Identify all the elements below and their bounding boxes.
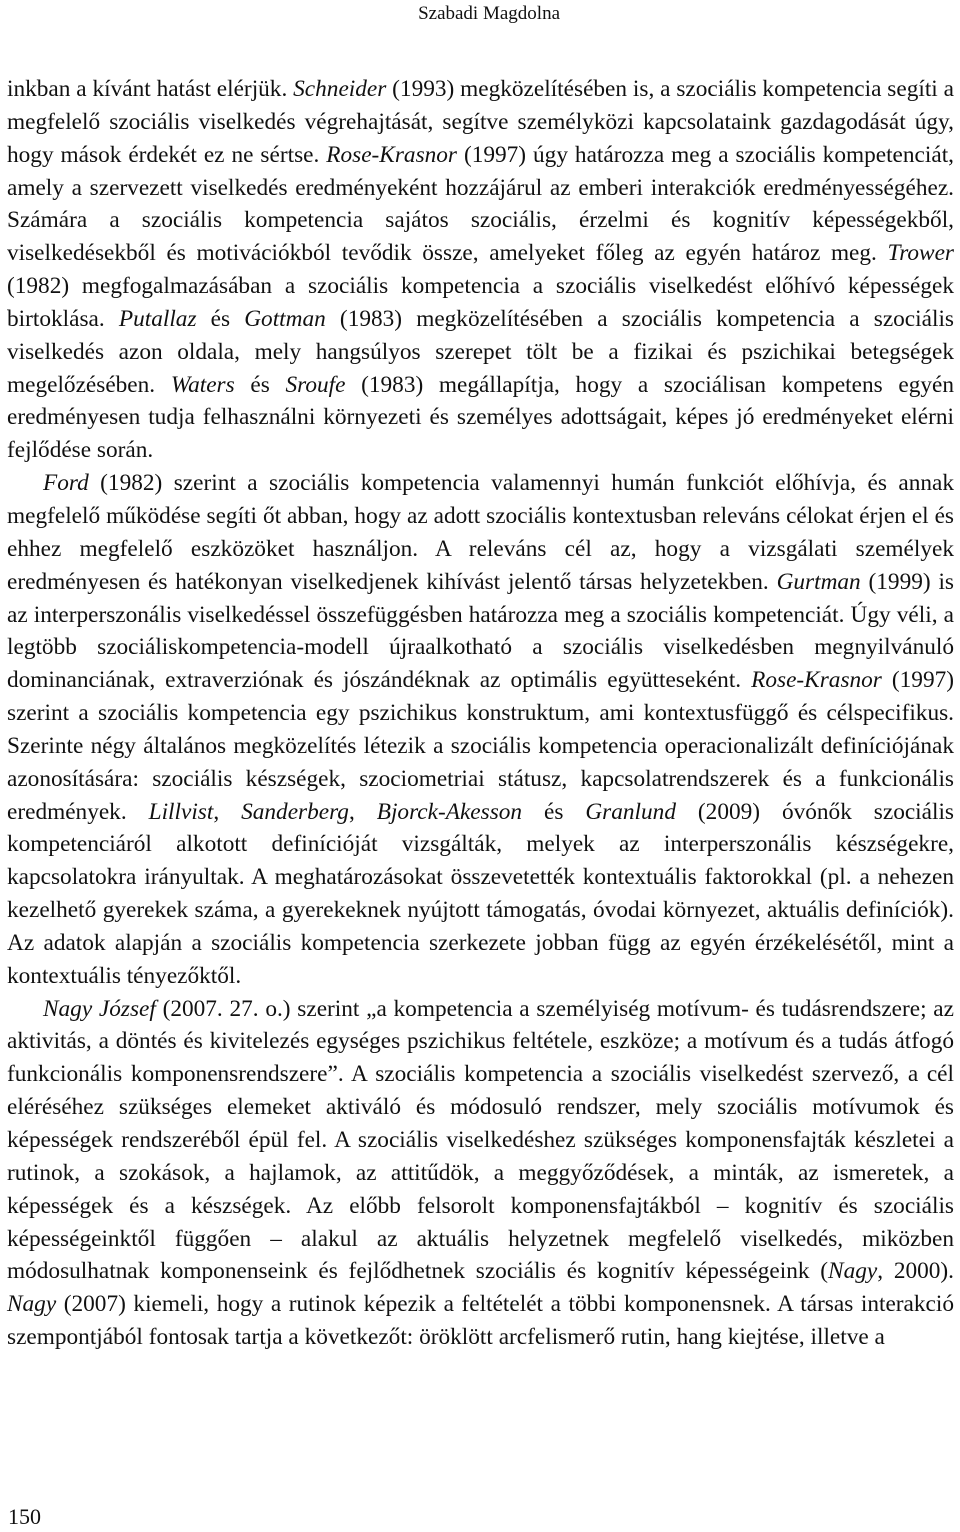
cited-author: Nagy József — [43, 995, 156, 1022]
cited-author: Nagy — [7, 1291, 57, 1318]
cited-author: Ford — [43, 470, 89, 497]
cited-author: Lillvist — [148, 798, 214, 825]
cited-author: Sanderberg — [241, 798, 349, 825]
text-run: (1997) szerint a szociális kompetencia egy pszichikus konstruktum, ami kontextusfüggő és célspecifikus. Szerinte négy általános megközelítés létezik a szociális kompetencia operacionalizált definíciójának azonosítására: szociális készségek, szociometriai státusz, kapcsolatrendszerek és a funkcionális eredmények. — [7, 667, 954, 825]
text-run: és — [196, 305, 245, 332]
cited-author: Rose-Krasnor — [326, 141, 457, 168]
page-number: 150 — [8, 1504, 41, 1529]
cited-author: Gurtman — [776, 568, 861, 595]
paragraph — [7, 993, 954, 1354]
running-header: Szabadi Magdolna — [418, 3, 560, 24]
text-run: inkban a kívánt hatást elérjük. — [7, 76, 294, 102]
text-run: , — [348, 798, 377, 825]
cited-author: Sroufe — [285, 371, 346, 398]
body-text — [7, 73, 954, 1354]
text-run: (2007) kiemeli, hogy a rutinok képezik a feltételét a többi komponensnek. A társas interakció szempontjából fontosak tartja a következőt: öröklött arcfelismerő rutin, hang kiejtése, illetve a — [7, 1291, 954, 1351]
cited-author: Rose-Krasnor — [751, 667, 882, 694]
cited-author: Putallaz — [118, 305, 197, 332]
cited-author: Bjorck-Akesson — [376, 798, 523, 825]
text-run: és — [522, 798, 586, 825]
text-run: és — [234, 371, 286, 398]
cited-author: Trower — [887, 240, 954, 267]
cited-author: Gottman — [244, 305, 326, 332]
paragraph — [7, 467, 954, 993]
text-run: (1999) is az interperszonális viselkedéssel összefüggésben határozza meg a szociális kompetenciát. Úgy véli, a legtöbb szociáliskompetencia-modell újraalkotható a szociális viselkedésben megnyilvánuló dominanciának, extraverziónak és jószándéknak az optimális együtteseként. — [7, 568, 954, 694]
text-run: (1982) megfogalmazásában a szociális kompetencia a szociális viselkedést előhívó képességek birtoklása. — [7, 273, 954, 332]
text-run: , — [213, 798, 242, 825]
text-run: (1997) úgy határozza meg a szociális kompetenciát, amely a szervezett viselkedés eredményeként hozzájárul az emberi interakciók eredményességéhez. Számára a szociális kompetencia sajátos szociális, érzelmi és kognitív képességekből, viselkedésekből és motivációkból tevődik össze, amelyeket főleg az egyén határoz meg. — [7, 141, 954, 267]
text-run: (1983) megállapítja, hogy a szociálisan kompetens egyén eredményesen tudja felhasználni környezeti és személyes adottságait, képes jó eredményeket elérni fejlődése során. — [7, 371, 954, 464]
text-run: (1993) megközelítésében is, a szociális kompetencia segíti a megfelelő szociális viselkedés végrehajtását, segítve személyközi kapcsolataink gazdagodását úgy, hogy mások érdekét ez ne sértse. — [7, 76, 954, 168]
text-run: (1982) szerint a szociális kompetencia valamennyi humán funkciót előhívja, és annak megfelelő működése segíti őt abban, hogy az adott szociális kontextusban releváns célokat érjen el és ehhez megfelelő eszközöket használjon. A releváns cél az, hogy a vizsgálati személyek eredményesen és hatékonyan viselkedjenek kihívást jelentő társas helyzetekben. — [7, 470, 954, 595]
cited-author: Waters — [170, 371, 235, 398]
text-run: (1983) megközelítésében a szociális kompetencia a szociális viselkedés azon oldala, mely hangsúlyos szerepet tölt be a fizikai és pszichikai betegségek megelőzésében. — [7, 305, 954, 398]
cited-author: Schneider — [293, 76, 387, 102]
text-run: (2007. 27. o.) szerint „a kompetencia a személyiség motívum- és tudásrendszere; az aktivitás, a döntés és kivitelezés egységes pszichikus feltétele, eszköze; a motívum és a tudás átfogó funkcionális komponensrendszere”. A szociális kompetencia a szociális viselkedést szervező, a cél eléréséhez szükséges elemeket aktiváló és módosuló rendszer, mely szociális motívumok és képességek rendszeréből épül fel. A szociális viselkedéshez szükséges komponensfajták készletei a rutinok, a szokások, a hajlamok, az attitűdök, a meggyőződések, a minták, az ismeretek, a képességek és a készségek. Az előbb felsorolt komponensfajtákból – kognitív és szociális képességeinktől függően – alakul az aktuális helyzetnek megfelelő viselkedés, miközben módosulhatnak komponenseink és fejlődhetnek szociális és kognitív képességeink ( — [7, 995, 954, 1285]
cited-author: Nagy — [828, 1258, 878, 1285]
paragraph — [7, 73, 954, 467]
cited-author: Granlund — [585, 798, 676, 825]
text-run: , 2000). — [877, 1258, 954, 1285]
text-run: (2009) óvónők szociális kompetenciáról alkotott definícióját vizsgálták, melyek az interperszonális készségekre, kapcsolatokra irányultak. A meghatározásokat összevetették kontextuális faktorokkal (pl. a nehezen kezelhető gyerekek száma, a gyerekeknek nyújtott támogatás, óvodai környezet, aktuális definíciók). Az adatok alapján a szociális kompetencia szerkezete jobban függ az egyén érzékelésétől, mint a kontextuális tényezőktől. — [7, 798, 955, 989]
